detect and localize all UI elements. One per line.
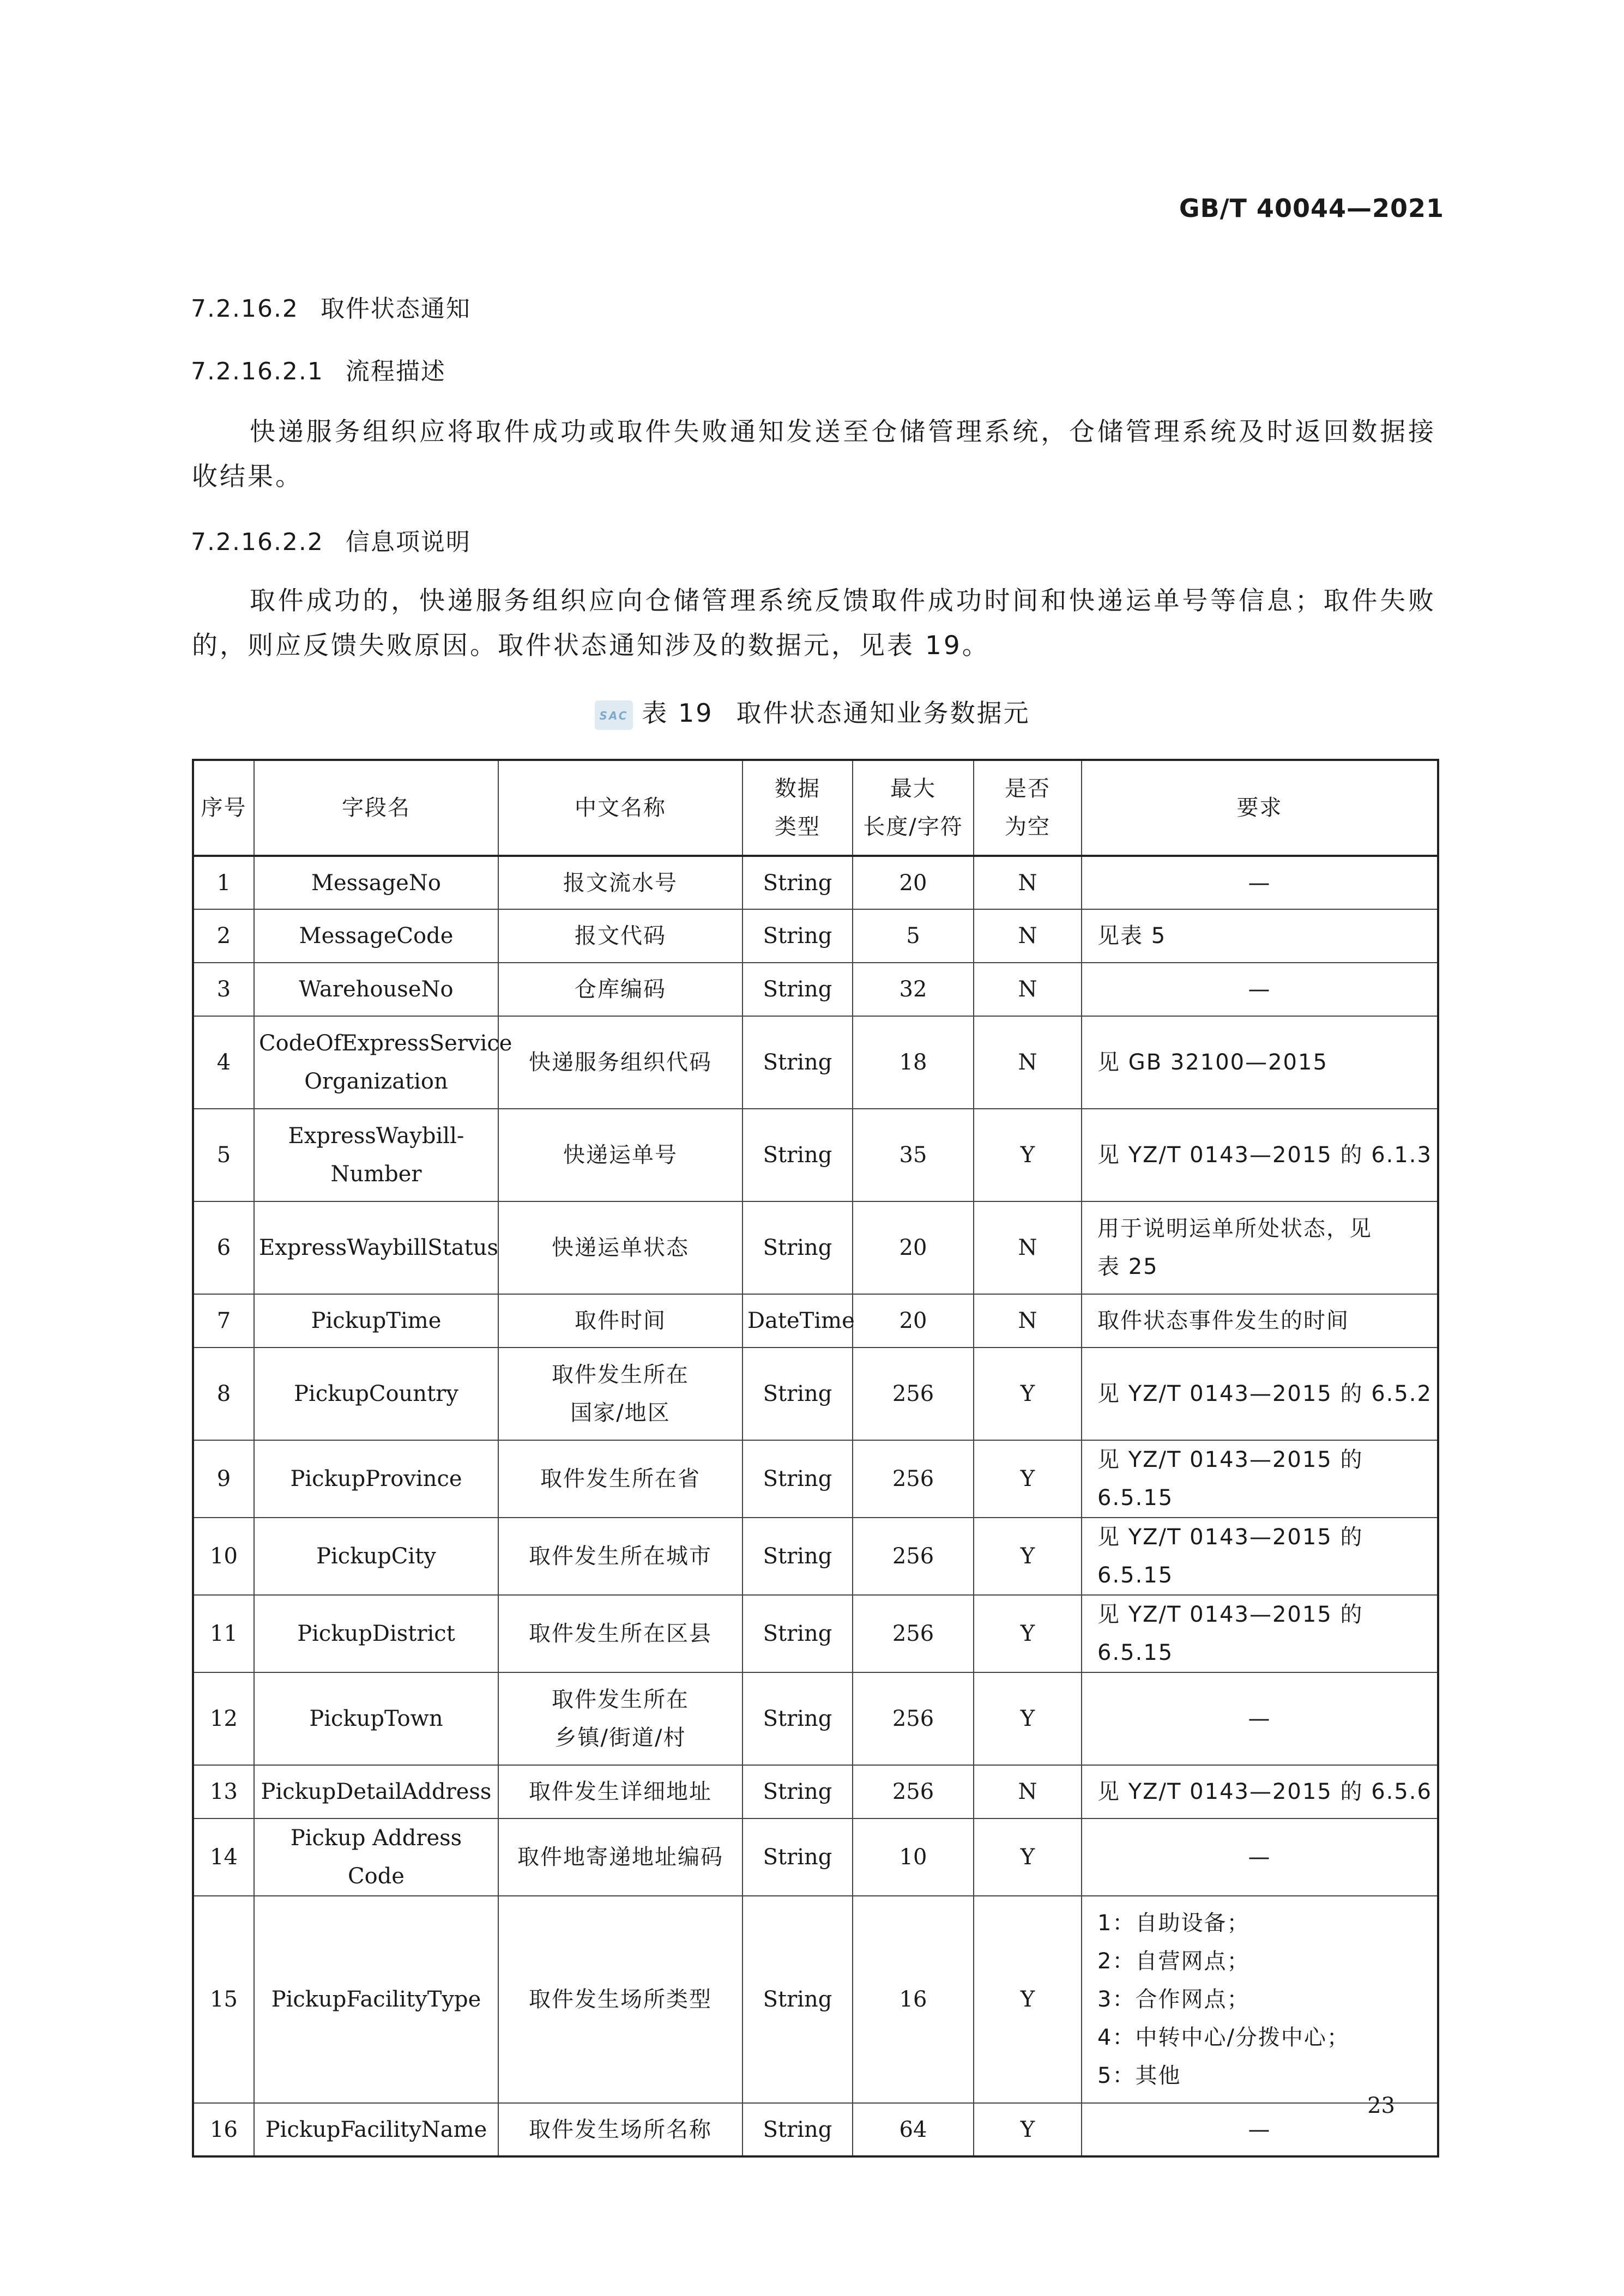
col-header-cn-name [498, 760, 742, 856]
cell-cn-name-line: 快递服务组织代码 [529, 1050, 712, 1075]
section-number: 7.2.16.2.2 [191, 528, 324, 556]
cell-no: 1 [193, 856, 254, 909]
table-row [193, 963, 1438, 1016]
cell-requirement [1082, 1201, 1438, 1294]
cell-field-name-line: PickupProvince [290, 1466, 462, 1491]
cell-no: 7 [193, 1294, 254, 1348]
cell-max-length: 256 [853, 1440, 974, 1518]
cell-cn-name-line: 取件发生场所名称 [529, 2117, 712, 2142]
table-row [193, 1896, 1438, 2103]
cell-cn-name-line: 取件发生场所类型 [529, 1987, 712, 2012]
table-row [193, 1595, 1438, 1672]
cell-data-type: String [742, 1109, 853, 1201]
col-header-nullable [974, 760, 1082, 856]
cell-nullable: N [974, 1294, 1082, 1348]
cell-requirement-line: 表 25 [1097, 1254, 1158, 1279]
header-label: 最大 [890, 776, 936, 801]
section-title: 信息项说明 [345, 528, 471, 556]
sac-logo-text: SAC [599, 709, 629, 722]
cell-field-name [254, 1348, 498, 1440]
cell-requirement-line: — [1248, 977, 1271, 1002]
cell-no: 15 [193, 1896, 254, 2103]
cell-field-name [254, 1518, 498, 1595]
cell-nullable: N [974, 856, 1082, 909]
col-header-requirement [1082, 760, 1438, 856]
col-header-type [742, 760, 853, 856]
cell-field-name [254, 856, 498, 909]
cell-cn-name-line: 取件发生所在区县 [529, 1621, 712, 1646]
cell-field-name-line: Organization [304, 1069, 448, 1094]
cell-cn-name-line: 取件时间 [575, 1308, 666, 1333]
cell-field-name [254, 1294, 498, 1348]
cell-field-name-line: PickupFacilityName [265, 2117, 487, 2142]
cell-requirement-line: — [1248, 1845, 1271, 1870]
table-header [193, 760, 1438, 856]
table-row [193, 1672, 1438, 1765]
cell-requirement-line: — [1248, 2117, 1271, 2142]
cell-field-name-line: Number [330, 1162, 422, 1187]
cell-nullable: Y [974, 1896, 1082, 2103]
cell-cn-name [498, 2103, 742, 2156]
cell-max-length: 256 [853, 1518, 974, 1595]
table-row [193, 1518, 1438, 1595]
cell-requirement [1082, 856, 1438, 909]
cell-requirement [1082, 1294, 1438, 1348]
cell-field-name [254, 1201, 498, 1294]
cell-requirement-line: 取件状态事件发生的时间 [1097, 1308, 1349, 1333]
cell-cn-name-line: 取件发生所在 [552, 1362, 689, 1387]
cell-nullable: Y [974, 2103, 1082, 2156]
section-heading-7-2-16-2-2 [191, 522, 471, 557]
cell-max-length: 10 [853, 1818, 974, 1896]
cell-no: 13 [193, 1765, 254, 1818]
cell-requirement-line: 见 GB 32100—2015 [1097, 1050, 1328, 1075]
cell-field-name-line: ExpressWaybillStatus [259, 1235, 498, 1260]
cell-max-length: 256 [853, 1765, 974, 1818]
cell-max-length: 35 [853, 1109, 974, 1201]
header-label: 字段名 [342, 795, 410, 820]
cell-data-type: String [742, 1595, 853, 1672]
table-row [193, 1201, 1438, 1294]
section-title: 取件状态通知 [320, 295, 471, 323]
cell-requirement [1082, 909, 1438, 963]
cell-nullable: Y [974, 1109, 1082, 1201]
cell-field-name-line: MessageNo [311, 870, 441, 896]
cell-requirement-line: 见 YZ/T 0143—2015 的 6.5.15 [1097, 1602, 1363, 1665]
standard-code: GB/T 40044—2021 [1179, 194, 1444, 223]
cell-field-name-line: PickupTime [311, 1308, 442, 1333]
cell-field-name [254, 1896, 498, 2103]
cell-cn-name [498, 1348, 742, 1440]
cell-data-type: String [742, 856, 853, 909]
table-body [193, 856, 1438, 2156]
cell-field-name [254, 1672, 498, 1765]
cell-no: 4 [193, 1016, 254, 1109]
cell-requirement-line: — [1248, 870, 1271, 896]
cell-cn-name [498, 1765, 742, 1818]
cell-field-name-line: PickupTown [309, 1706, 443, 1731]
page-number: 23 [1367, 2093, 1395, 2118]
paragraph-info-items: 取件成功的，快递服务组织应向仓储管理系统反馈取件成功时间和快递运单号等信息；取件失败的，则应反馈失败原因。取件状态通知涉及的数据元，见表 19。 [192, 586, 1436, 661]
cell-cn-name [498, 1440, 742, 1518]
cell-requirement-line: 用于说明运单所处状态，见 [1097, 1216, 1372, 1241]
cell-max-length: 20 [853, 1294, 974, 1348]
col-header-field [254, 760, 498, 856]
cell-nullable: N [974, 1201, 1082, 1294]
cell-cn-name-line: 取件地寄递地址编码 [517, 1845, 723, 1870]
section-heading-7-2-16-2 [191, 289, 471, 324]
cell-requirement [1082, 1672, 1438, 1765]
cell-data-type: String [742, 1896, 853, 2103]
header-label: 为空 [1005, 814, 1051, 839]
cell-requirement-line: 见 YZ/T 0143—2015 的 6.5.15 [1097, 1447, 1363, 1510]
cell-field-name-line: ExpressWaybill- [288, 1123, 464, 1149]
cell-data-type: String [742, 1765, 853, 1818]
header-label: 是否 [1005, 776, 1051, 801]
cell-field-name [254, 1765, 498, 1818]
table-row [193, 856, 1438, 909]
cell-field-name-line: PickupDistrict [297, 1621, 455, 1646]
table-row [193, 1765, 1438, 1818]
cell-max-length: 16 [853, 1896, 974, 2103]
cell-cn-name-line: 国家/地区 [570, 1400, 671, 1425]
col-header-no [193, 760, 254, 856]
cell-cn-name [498, 1016, 742, 1109]
cell-cn-name [498, 1896, 742, 2103]
table-row [193, 1294, 1438, 1348]
section-number: 7.2.16.2 [191, 295, 299, 323]
cell-field-name [254, 909, 498, 963]
cell-data-type: String [742, 1348, 853, 1440]
cell-no: 16 [193, 2103, 254, 2156]
cell-data-type: String [742, 1016, 853, 1109]
cell-field-name [254, 1818, 498, 1896]
table-title: 取件状态通知业务数据元 [736, 698, 1030, 728]
cell-cn-name-line: 取件发生所在省 [540, 1466, 701, 1491]
cell-no: 2 [193, 909, 254, 963]
cell-cn-name [498, 1294, 742, 1348]
cell-max-length: 256 [853, 1348, 974, 1440]
cell-requirement-line: 见表 5 [1097, 923, 1167, 948]
cell-data-type: String [742, 1818, 853, 1896]
cell-requirement [1082, 1016, 1438, 1109]
cell-max-length: 20 [853, 1201, 974, 1294]
sac-logo-icon [594, 699, 634, 731]
cell-cn-name-line: 快递运单状态 [552, 1235, 689, 1260]
cell-field-name-line: PickupFacilityType [271, 1987, 481, 2012]
col-header-max-length [853, 760, 974, 856]
cell-no: 11 [193, 1595, 254, 1672]
cell-field-name-line: PickupDetailAddress [261, 1779, 492, 1804]
cell-nullable: Y [974, 1595, 1082, 1672]
cell-cn-name-line: 取件发生所在城市 [529, 1544, 712, 1569]
cell-no: 14 [193, 1818, 254, 1896]
cell-requirement [1082, 1440, 1438, 1518]
cell-field-name-line: MessageCode [299, 923, 454, 948]
cell-nullable: N [974, 1016, 1082, 1109]
cell-nullable: N [974, 963, 1082, 1016]
cell-requirement-line: 见 YZ/T 0143—2015 的 6.1.3 [1097, 1143, 1432, 1168]
cell-max-length: 32 [853, 963, 974, 1016]
cell-field-name [254, 1016, 512, 1109]
cell-data-type: String [742, 963, 853, 1016]
cell-nullable: Y [974, 1440, 1082, 1518]
table-caption [0, 693, 1624, 731]
cell-cn-name-line: 乡镇/街道/村 [554, 1725, 686, 1750]
cell-field-name [254, 1595, 498, 1672]
table-row [193, 909, 1438, 963]
cell-no: 8 [193, 1348, 254, 1440]
cell-requirement [1082, 1595, 1438, 1672]
cell-requirement [1082, 1896, 1438, 2103]
cell-requirement [1082, 1765, 1438, 1818]
cell-requirement [1082, 963, 1438, 1016]
header-label: 长度/字符 [863, 814, 963, 839]
cell-cn-name-line: 仓库编码 [575, 977, 666, 1002]
cell-data-type: String [742, 1440, 853, 1518]
cell-requirement [1082, 1109, 1438, 1201]
header-label: 数据 [775, 776, 820, 801]
table-row [193, 1818, 1438, 1896]
header-label: 类型 [775, 814, 820, 839]
cell-max-length: 256 [853, 1595, 974, 1672]
cell-field-name-line: CodeOfExpressService [259, 1031, 512, 1056]
cell-nullable: Y [974, 1672, 1082, 1765]
cell-data-type: String [742, 2103, 853, 2156]
cell-max-length: 20 [853, 856, 974, 909]
cell-requirement [1082, 1818, 1438, 1896]
section-heading-7-2-16-2-1 [191, 352, 446, 386]
cell-requirement [1082, 1518, 1438, 1595]
table-row [193, 1016, 1438, 1109]
cell-nullable: N [974, 909, 1082, 963]
cell-requirement-line: 见 YZ/T 0143—2015 的 6.5.6 [1097, 1779, 1432, 1804]
cell-field-name-line: Pickup Address Code [290, 1826, 462, 1889]
section-title: 流程描述 [345, 358, 446, 385]
cell-requirement [1082, 1348, 1438, 1440]
cell-field-name-line: WarehouseNo [299, 977, 454, 1002]
cell-cn-name-line: 取件发生详细地址 [529, 1779, 712, 1804]
cell-cn-name [498, 909, 742, 963]
cell-data-type: String [742, 909, 853, 963]
cell-cn-name [498, 1201, 742, 1294]
cell-no: 10 [193, 1518, 254, 1595]
cell-nullable: Y [974, 1518, 1082, 1595]
cell-max-length: 256 [853, 1672, 974, 1765]
cell-cn-name-line: 快递运单号 [563, 1143, 678, 1168]
cell-max-length: 18 [853, 1016, 974, 1109]
cell-cn-name [498, 1518, 742, 1595]
paragraph-process-description: 快递服务组织应将取件成功或取件失败通知发送至仓储管理系统，仓储管理系统及时返回数据接收结果。 [192, 417, 1436, 492]
cell-field-name [254, 1109, 498, 1201]
cell-cn-name [498, 856, 742, 909]
table-row [193, 1109, 1438, 1201]
cell-requirement-line: 5：其他 [1097, 2063, 1181, 2088]
cell-field-name-line: PickupCountry [294, 1381, 458, 1406]
table-row [193, 1348, 1438, 1440]
table-row [193, 1440, 1438, 1518]
cell-no: 12 [193, 1672, 254, 1765]
cell-requirement-line: 2：自营网点； [1097, 1949, 1250, 1974]
cell-cn-name-line: 报文代码 [575, 923, 666, 948]
cell-requirement-line: 3：合作网点； [1097, 1987, 1250, 2012]
cell-field-name [254, 1440, 498, 1518]
cell-nullable: Y [974, 1348, 1082, 1440]
cell-max-length: 64 [853, 2103, 974, 2156]
cell-cn-name [498, 963, 742, 1016]
cell-nullable: Y [974, 1818, 1082, 1896]
data-element-table [192, 759, 1439, 2158]
header-label: 序号 [201, 795, 247, 820]
table-row [193, 2103, 1438, 2156]
table-number: 表 19 [642, 698, 714, 728]
cell-data-type: String [742, 1672, 853, 1765]
cell-cn-name-line: 取件发生所在 [552, 1687, 689, 1712]
section-number: 7.2.16.2.1 [191, 358, 324, 385]
header-label: 中文名称 [575, 795, 666, 820]
cell-cn-name [498, 1672, 742, 1765]
cell-field-name [254, 963, 498, 1016]
cell-data-type: DateTime [742, 1294, 853, 1348]
cell-requirement-line: 1：自助设备； [1097, 1911, 1250, 1936]
cell-max-length: 5 [853, 909, 974, 963]
cell-no: 3 [193, 963, 254, 1016]
table-header-row [193, 760, 1438, 856]
cell-cn-name [498, 1818, 742, 1896]
cell-no: 9 [193, 1440, 254, 1518]
cell-requirement-line: 见 YZ/T 0143—2015 的 6.5.15 [1097, 1525, 1363, 1588]
cell-field-name [254, 2103, 498, 2156]
header-label: 要求 [1236, 795, 1283, 820]
cell-cn-name [498, 1109, 742, 1201]
cell-requirement-line: 4：中转中心/分拨中心； [1097, 2025, 1350, 2050]
cell-requirement-line: 见 YZ/T 0143—2015 的 6.5.2 [1097, 1381, 1432, 1406]
cell-data-type: String [742, 1518, 853, 1595]
cell-cn-name [498, 1595, 742, 1672]
cell-field-name-line: PickupCity [316, 1544, 436, 1569]
cell-requirement-line: — [1248, 1706, 1271, 1731]
cell-data-type: String [742, 1201, 853, 1294]
cell-no: 5 [193, 1109, 254, 1201]
cell-cn-name-line: 报文流水号 [563, 870, 678, 896]
cell-nullable: N [974, 1765, 1082, 1818]
cell-no: 6 [193, 1201, 254, 1294]
